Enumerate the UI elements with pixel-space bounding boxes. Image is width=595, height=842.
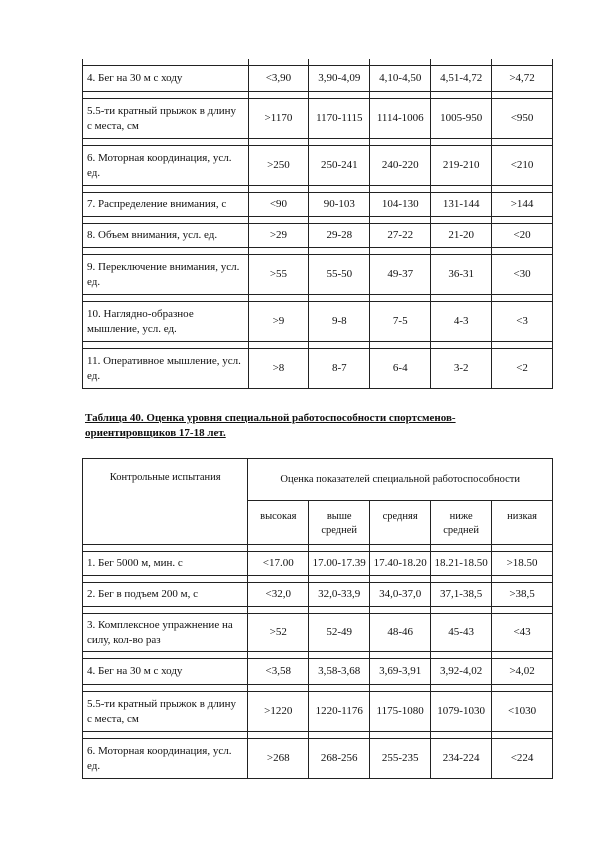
cell-above-average: 17.00-17.39 <box>309 552 370 576</box>
cell-low: <1030 <box>492 692 553 732</box>
cell-average: 6-4 <box>370 349 431 389</box>
cell-above-average: 32,0-33,9 <box>309 583 370 607</box>
cell-low: <43 <box>492 614 553 652</box>
row-label: 5.5-ти кратный прыжок в длину с места, см <box>83 99 249 139</box>
table-row <box>83 659 553 685</box>
cell-low: >4,72 <box>492 66 553 92</box>
row-label: 8. Объем внимания, усл. ед. <box>83 224 249 248</box>
cell-low: <20 <box>492 224 553 248</box>
table-row <box>83 692 553 732</box>
table-row <box>83 193 553 217</box>
cell-high: <17.00 <box>248 552 309 576</box>
header-average: средняя <box>370 501 431 545</box>
table-2 <box>82 458 553 779</box>
cell-high: >268 <box>248 739 309 779</box>
header-low: низкая <box>492 501 553 545</box>
cell-above-average: 1170-1115 <box>309 99 370 139</box>
header-below-average: ниже средней <box>431 501 492 545</box>
row-label: 4. Бег на 30 м с ходу <box>83 659 248 685</box>
cell-high: <3,58 <box>248 659 309 685</box>
cell-above-average: 29-28 <box>309 224 370 248</box>
table-1 <box>82 59 553 389</box>
cell-average: 27-22 <box>370 224 431 248</box>
cell-average: 34,0-37,0 <box>370 583 431 607</box>
header-tests: Контрольные испытания <box>83 459 248 545</box>
cell-high: >1220 <box>248 692 309 732</box>
cell-average: 1114-1006 <box>370 99 431 139</box>
table-row <box>83 349 553 389</box>
cell-above-average: 3,58-3,68 <box>309 659 370 685</box>
cell-high: >55 <box>248 255 309 295</box>
cell-above-average: 250-241 <box>309 146 370 186</box>
cell-above-average: 1220-1176 <box>309 692 370 732</box>
cell-above-average: 55-50 <box>309 255 370 295</box>
table-row <box>83 66 553 92</box>
row-label: 9. Переключение внимания, усл. ед. <box>83 255 249 295</box>
row-label: 6. Моторная координация, усл. ед. <box>83 739 248 779</box>
header-high: высокая <box>248 501 309 545</box>
header-above-average: выше средней <box>309 501 370 545</box>
table-row <box>83 739 553 779</box>
cell-above-average: 9-8 <box>309 302 370 342</box>
row-label: 7. Распределение внимания, с <box>83 193 249 217</box>
table-row <box>83 146 553 186</box>
cell-below-average: 21-20 <box>431 224 492 248</box>
cell-low: >144 <box>492 193 553 217</box>
cell-high: >250 <box>248 146 309 186</box>
cell-high: >52 <box>248 614 309 652</box>
cell-below-average: 37,1-38,5 <box>431 583 492 607</box>
cell-below-average: 4-3 <box>431 302 492 342</box>
table-caption: Таблица 40. Оценка уровня специальной работоспособности спортсменов-ориентировщиков 17-18 лет. <box>85 412 456 439</box>
row-label: 1. Бег 5000 м, мин. с <box>83 552 248 576</box>
cell-low: <30 <box>492 255 553 295</box>
cell-high: >29 <box>248 224 309 248</box>
cell-below-average: 45-43 <box>431 614 492 652</box>
row-label: 2. Бег в подъем 200 м, с <box>83 583 248 607</box>
row-label: 10. Наглядно-образное мышление, усл. ед. <box>83 302 249 342</box>
cell-average: 49-37 <box>370 255 431 295</box>
cell-below-average: 1079-1030 <box>431 692 492 732</box>
row-label: 4. Бег на 30 м с ходу <box>83 66 249 92</box>
cell-below-average: 3-2 <box>431 349 492 389</box>
cell-high: >1170 <box>248 99 309 139</box>
cell-low: <210 <box>492 146 553 186</box>
cell-above-average: 52-49 <box>309 614 370 652</box>
table-header-row <box>83 459 553 501</box>
cell-average: 4,10-4,50 <box>370 66 431 92</box>
cell-above-average: 268-256 <box>309 739 370 779</box>
cell-low: >4,02 <box>492 659 553 685</box>
cell-low: <2 <box>492 349 553 389</box>
cell-average: 1175-1080 <box>370 692 431 732</box>
cell-high: <90 <box>248 193 309 217</box>
table-row <box>83 583 553 607</box>
cell-low: >18.50 <box>492 552 553 576</box>
cell-below-average: 131-144 <box>431 193 492 217</box>
cell-average: 104-130 <box>370 193 431 217</box>
cell-below-average: 3,92-4,02 <box>431 659 492 685</box>
cell-above-average: 3,90-4,09 <box>309 66 370 92</box>
cell-below-average: 4,51-4,72 <box>431 66 492 92</box>
cell-above-average: 8-7 <box>309 349 370 389</box>
row-label: 3. Комплексное упражнение на силу, кол-во раз <box>83 614 248 652</box>
cell-high: >9 <box>248 302 309 342</box>
cell-low: <3 <box>492 302 553 342</box>
header-group: Оценка показателей специальной работоспособности <box>248 459 553 501</box>
cell-low: <950 <box>492 99 553 139</box>
cell-low: <224 <box>492 739 553 779</box>
cell-average: 3,69-3,91 <box>370 659 431 685</box>
cell-average: 255-235 <box>370 739 431 779</box>
table-row <box>83 552 553 576</box>
table-row <box>83 614 553 652</box>
cell-average: 17.40-18.20 <box>370 552 431 576</box>
cell-below-average: 234-224 <box>431 739 492 779</box>
cell-below-average: 36-31 <box>431 255 492 295</box>
cell-below-average: 18.21-18.50 <box>431 552 492 576</box>
cell-average: 240-220 <box>370 146 431 186</box>
table-row <box>83 255 553 295</box>
row-label: 6. Моторная координация, усл. ед. <box>83 146 249 186</box>
cell-below-average: 1005-950 <box>431 99 492 139</box>
cell-high: >8 <box>248 349 309 389</box>
cell-average: 48-46 <box>370 614 431 652</box>
cell-average: 7-5 <box>370 302 431 342</box>
cell-low: >38,5 <box>492 583 553 607</box>
table-row <box>83 224 553 248</box>
row-label: 5.5-ти кратный прыжок в длину с места, см <box>83 692 248 732</box>
cell-high: <32,0 <box>248 583 309 607</box>
cell-high: <3,90 <box>248 66 309 92</box>
table-row <box>83 99 553 139</box>
row-label: 11. Оперативное мышление, усл. ед. <box>83 349 249 389</box>
cell-above-average: 90-103 <box>309 193 370 217</box>
table-row <box>83 302 553 342</box>
cell-below-average: 219-210 <box>431 146 492 186</box>
